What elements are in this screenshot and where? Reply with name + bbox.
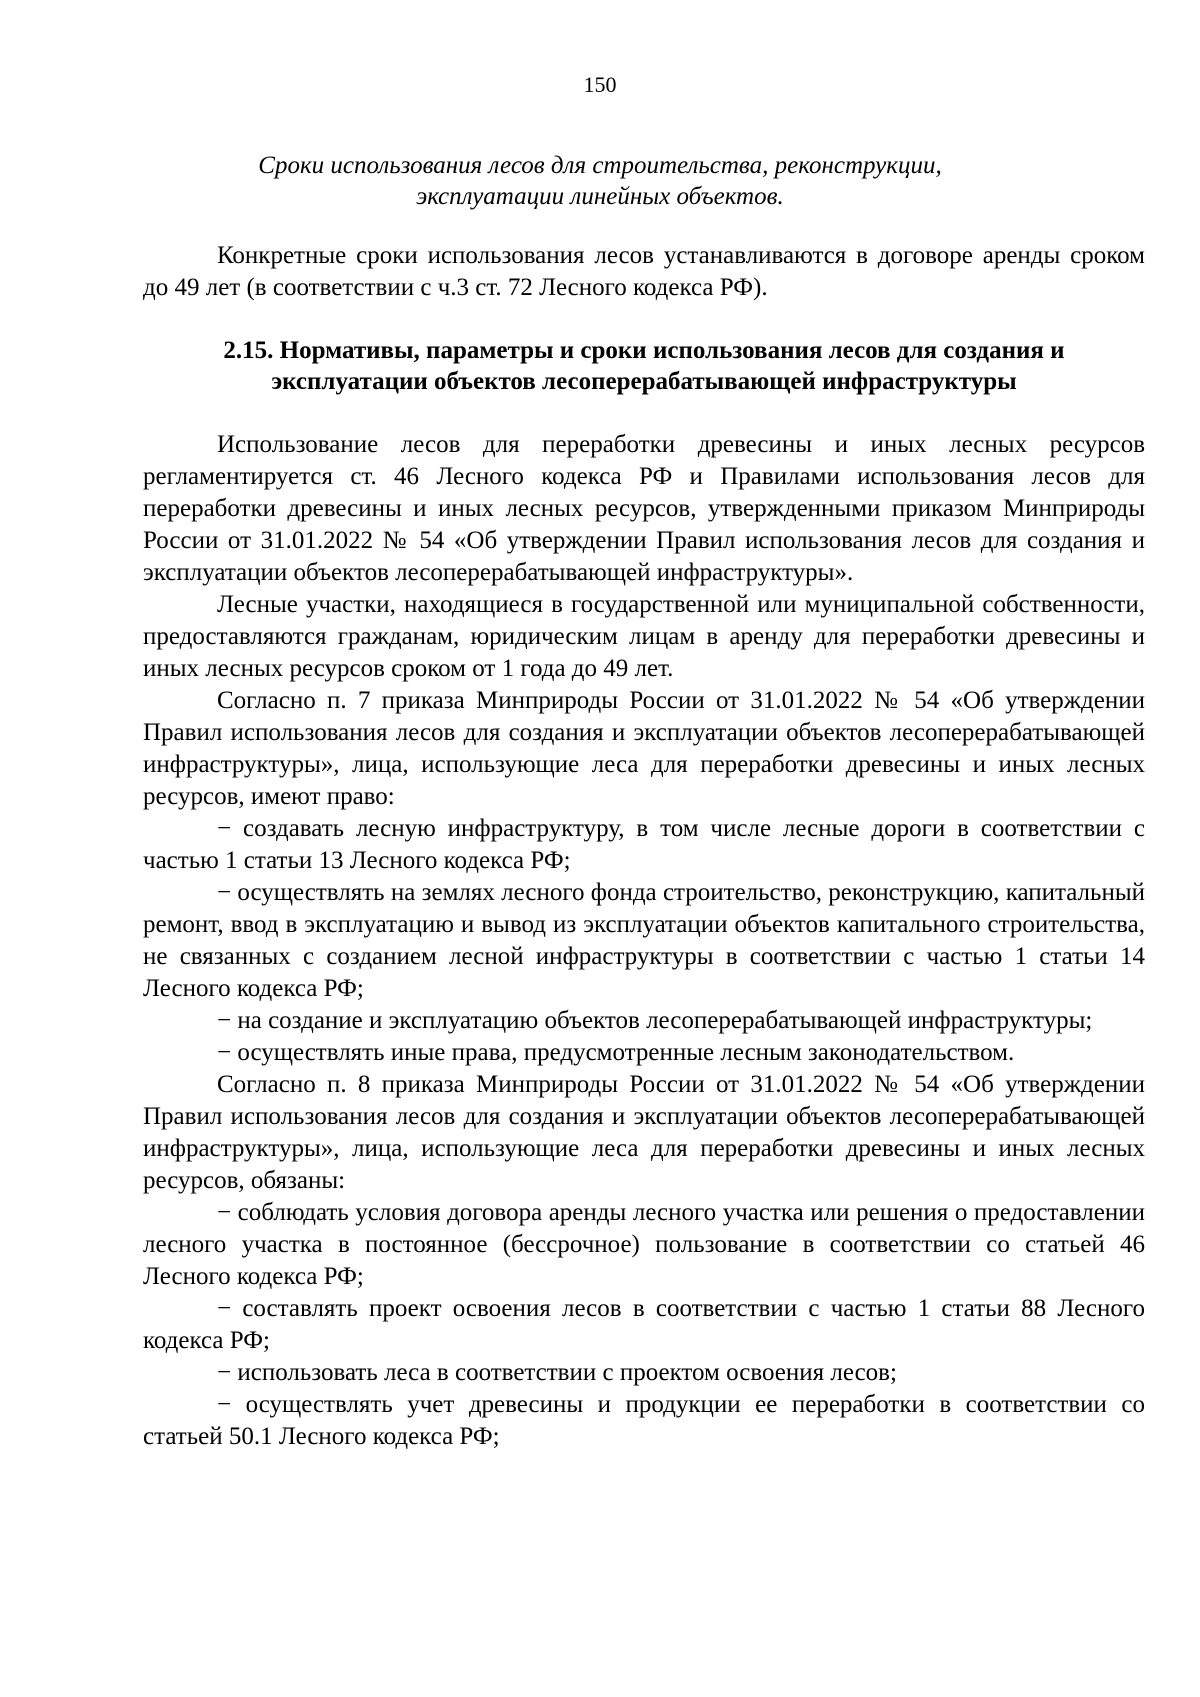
paragraph-rights-intro: Согласно п. 7 приказа Минприроды России от 31.01.2022 № 54 «Об утверждении Правил использования лесов для создания и эксплуатации объектов лесоперерабатывающей инфраструктуры», лица, использующие леса для переработки древесины и иных лесных ресурсов, имеют право: — [143, 687, 1145, 810]
paragraph-obligations-intro: Согласно п. 8 приказа Минприроды России от 31.01.2022 № 54 «Об утверждении Правил использования лесов для создания и эксплуатации объектов лесоперерабатывающей инфраструктуры», лица, использующие леса для переработки древесины и иных лесных ресурсов, обязаны: — [143, 1071, 1145, 1194]
section-heading-line-2: эксплуатации объектов лесоперерабатывающей инфраструктуры — [271, 368, 1017, 395]
list-item-right: − осуществлять иные права, предусмотренные лесным законодательством. — [217, 1039, 1015, 1066]
list-item-right: − на создание и эксплуатацию объектов лесоперерабатывающей инфраструктуры; — [217, 1007, 1093, 1034]
list-item-obligation: − соблюдать условия договора аренды лесного участка или решения о предоставлении лесного участка в постоянное (бессрочное) пользование в соответствии со статьей 46 Лесного кодекса РФ; — [143, 1199, 1145, 1290]
subsection-title-line-1: Сроки использования лесов для строительства, реконструкции, — [258, 152, 942, 179]
section-heading-line-1: 2.15. Нормативы, параметры и сроки использования лесов для создания и — [223, 337, 1065, 364]
list-item-right: − создавать лесную инфраструктуру, в том числе лесные дороги в соответствии с частью 1 статьи 13 Лесного кодекса РФ; — [143, 815, 1145, 874]
list-item-obligation: − использовать леса в соответствии с проектом освоения лесов; — [217, 1359, 897, 1386]
paragraph-lease-provision: Лесные участки, находящиеся в государственной или муниципальной собственности, предоставляются гражданам, юридическим лицам в аренду для переработки древесины и иных лесных ресурсов сроком от 1 года до 49 лет. — [143, 591, 1145, 682]
list-item-right: − осуществлять на землях лесного фонда строительство, реконструкцию, капитальный ремонт, ввод в эксплуатацию и вывод из эксплуатации объектов капитального строительства, не связанных с созданием лесной инфраструктуры в соответствии с частью 1 статьи 14 Лесного кодекса РФ; — [143, 879, 1145, 1002]
paragraph-regulation: Использование лесов для переработки древесины и иных лесных ресурсов регламентируется ст. 46 Лесного кодекса РФ и Правилами использования лесов для переработки древесины и иных лесных ресурсов, утвержденными приказом Минприроды России от 31.01.2022 № 54 «Об утверждении Правил использования лесов для создания и эксплуатации объектов лесоперерабатывающей инфраструктуры». — [143, 431, 1145, 586]
subsection-title-line-2: эксплуатации линейных объектов. — [416, 183, 784, 210]
list-item-obligation: − составлять проект освоения лесов в соответствии с частью 1 статьи 88 Лесного кодекса РФ; — [143, 1295, 1145, 1354]
page-number: 150 — [583, 72, 617, 97]
subsection-title — [150, 150, 1050, 212]
section-heading — [143, 335, 1145, 397]
list-item-obligation: − осуществлять учет древесины и продукции ее переработки в соответствии со статьей 50.1 Лесного кодекса РФ; — [143, 1391, 1145, 1450]
paragraph-lease-terms: Конкретные сроки использования лесов устанавливаются в договоре аренды сроком до 49 лет (в соответствии с ч.3 ст. 72 Лесного кодекса РФ). — [143, 242, 1145, 301]
document-body — [143, 240, 1145, 1453]
